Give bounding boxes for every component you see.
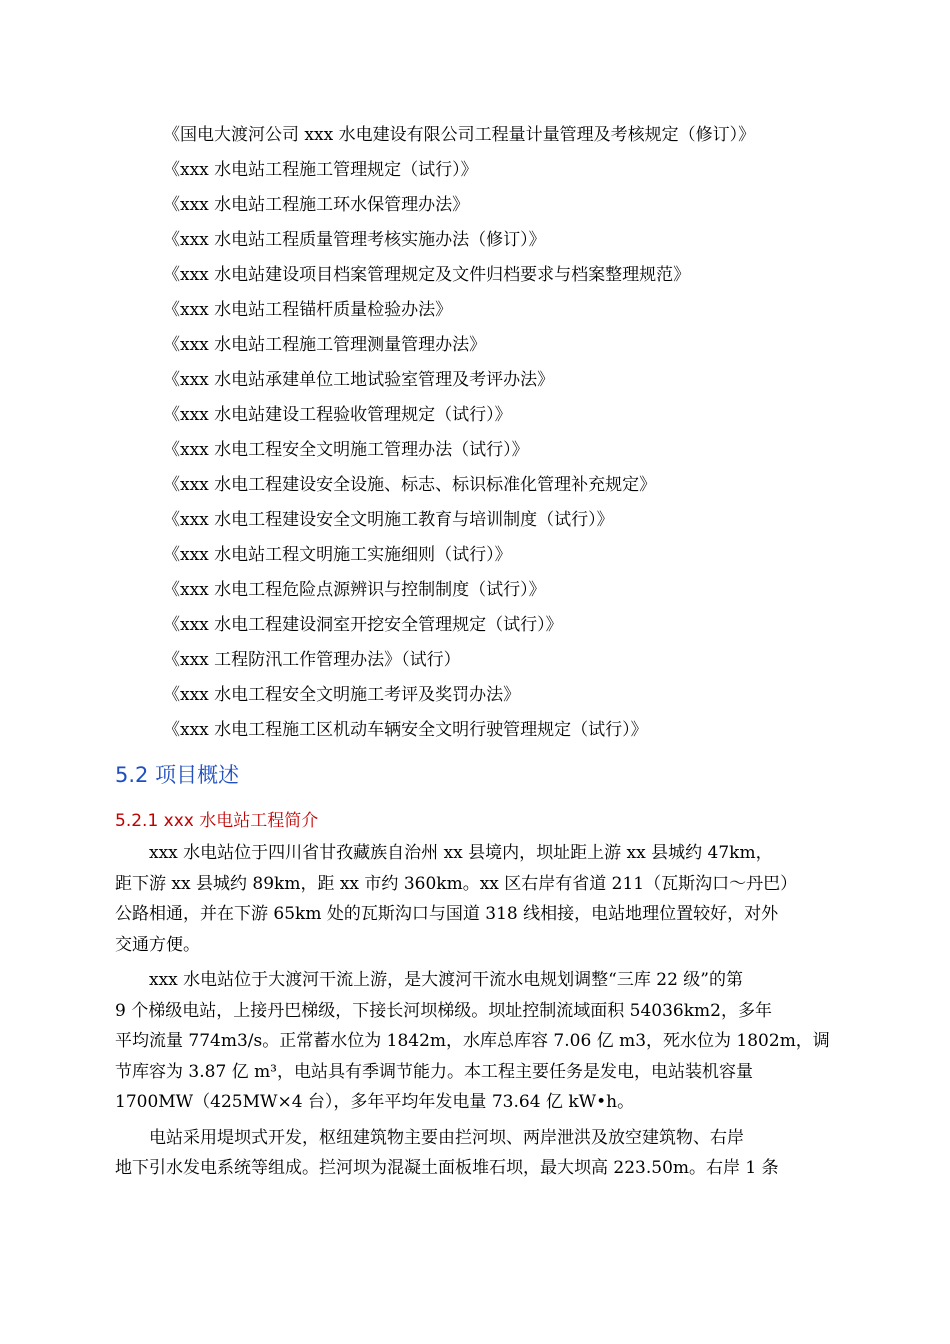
text-line: 节库容为 3.87 亿 m³，电站具有季调节能力。本工程主要任务是发电，电站装机容量 [115, 1061, 753, 1082]
reference-item: 《xxx 水电站工程锚杆质量检验办法》 [163, 300, 453, 320]
reference-item: 《xxx 水电站承建单位工地试验室管理及考评办法》 [163, 370, 555, 390]
section-body [115, 838, 835, 1184]
reference-item: 《xxx 水电工程安全文明施工考评及奖罚办法》 [163, 685, 521, 705]
reference-list [163, 118, 755, 748]
paragraph-layout [115, 1123, 835, 1184]
subsection-heading: 5.2.1 xxx 水电站工程简介 [115, 811, 319, 831]
reference-item: 《xxx 水电工程危险点源辨识与控制制度（试行）》 [163, 580, 546, 600]
reference-item: 《xxx 水电工程建设洞室开挖安全管理规定（试行）》 [163, 615, 563, 635]
reference-item: 《xxx 水电站工程质量管理考核实施办法（修订）》 [163, 230, 546, 250]
text-line: 电站采用堤坝式开发，枢纽建筑物主要由拦河坝、两岸泄洪及放空建筑物、右岸 [149, 1127, 744, 1148]
text-line: xxx 水电站位于四川省甘孜藏族自治州 xx 县境内，坝址距上游 xx 县城约 47km， [149, 843, 773, 863]
text-line: xxx 水电站位于大渡河干流上游，是大渡河干流水电规划调整“三库 22 级”的第 [149, 970, 743, 990]
reference-item: 《xxx 水电站工程施工环水保管理办法》 [163, 195, 470, 215]
reference-item: 《xxx 工程防汛工作管理办法》（试行） [163, 650, 461, 670]
text-line: 距下游 xx 县城约 89km，距 xx 市约 360km。xx 区右岸有省道 211（瓦斯沟口～丹巴） [115, 873, 798, 894]
text-line: 公路相通，并在下游 65km 处的瓦斯沟口与国道 318 线相接，电站地理位置较好，对外 [115, 904, 779, 924]
text-line: 交通方便。 [115, 934, 200, 955]
text-line: 9 个梯级电站，上接丹巴梯级，下接长河坝梯级。坝址控制流域面积 54036km2，多年 [115, 1000, 772, 1021]
text-line: 地下引水发电系统等组成。拦河坝为混凝土面板堆石坝，最大坝高 223.50m。右岸 1 条 [115, 1158, 779, 1178]
reference-item: 《xxx 水电站工程文明施工实施细则（试行）》 [163, 545, 512, 565]
text-line: 1700MW（425MW×4 台），多年平均年发电量 73.64 亿 kW•h。 [115, 1092, 635, 1112]
reference-item: 《xxx 水电站建设工程验收管理规定（试行）》 [163, 405, 512, 425]
reference-item: 《xxx 水电工程施工区机动车辆安全文明行驶管理规定（试行）》 [163, 720, 648, 740]
reference-item: 《xxx 水电工程建设安全文明施工教育与培训制度（试行）》 [163, 510, 614, 530]
reference-item: 《xxx 水电站建设项目档案管理规定及文件归档要求与档案整理规范》 [163, 265, 691, 285]
paragraph-overview [115, 965, 835, 1118]
reference-item: 《国电大渡河公司 xxx 水电建设有限公司工程量计量管理及考核规定（修订）》 [163, 125, 756, 145]
reference-item: 《xxx 水电工程建设安全设施、标志、标识标准化管理补充规定》 [163, 475, 657, 495]
reference-item: 《xxx 水电站工程施工管理测量管理办法》 [163, 335, 487, 355]
text-line: 平均流量 774m3/s。正常蓄水位为 1842m，水库总库容 7.06 亿 m3，死水位为 1802m，调 [115, 1031, 830, 1051]
paragraph-location [115, 838, 835, 960]
reference-item: 《xxx 水电站工程施工管理规定（试行）》 [163, 160, 478, 180]
reference-item: 《xxx 水电工程安全文明施工管理办法（试行）》 [163, 440, 529, 460]
section-heading: 5.2 项目概述 [115, 763, 240, 787]
